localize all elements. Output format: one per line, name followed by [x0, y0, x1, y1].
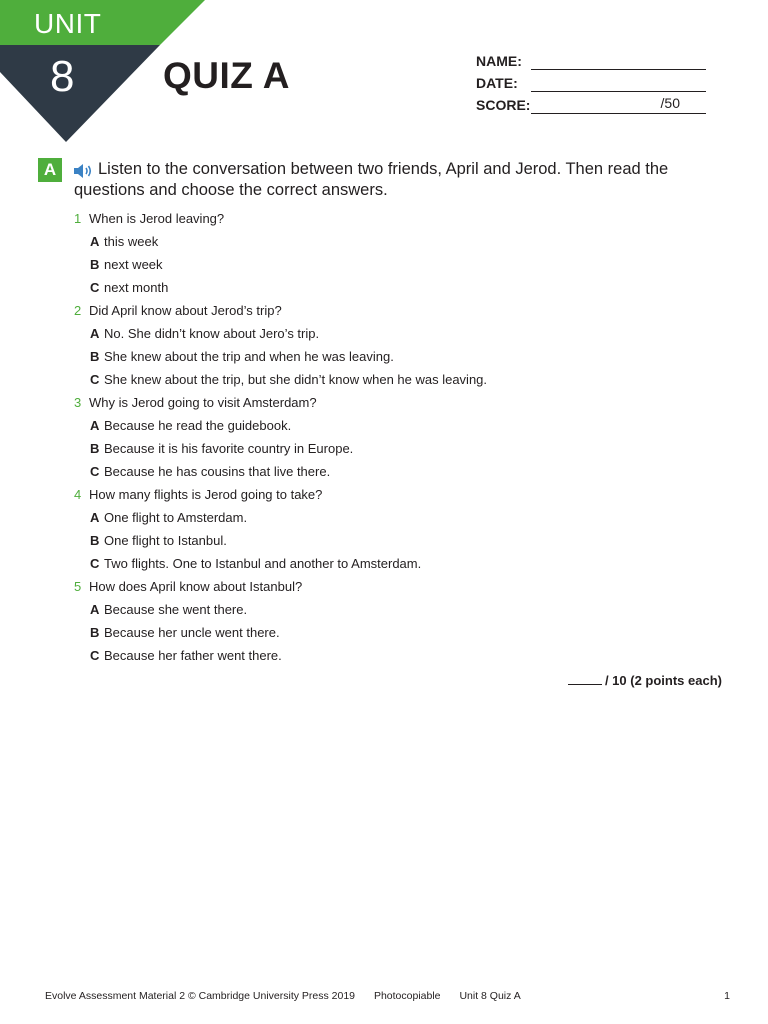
option-text: Two flights. One to Istanbul and another to Amsterdam. — [104, 556, 422, 571]
answer-option[interactable] — [74, 255, 734, 278]
score-max: /50 — [660, 95, 680, 111]
option-text: next month — [104, 280, 169, 295]
question-4 — [74, 485, 734, 508]
question-number: 3 — [74, 395, 82, 410]
points-text: / 10 (2 points each) — [604, 673, 722, 688]
footer-photocopiable: Photocopiable — [373, 990, 441, 1002]
option-letter: C — [90, 556, 100, 571]
question-number: 4 — [74, 487, 82, 502]
section-letter: A — [38, 158, 62, 182]
question-number: 5 — [74, 579, 82, 594]
score-row — [476, 96, 706, 118]
option-text: next week — [104, 257, 163, 272]
answer-option[interactable] — [74, 416, 734, 439]
answer-option[interactable] — [74, 531, 734, 554]
question-text: How does April know about Istanbul? — [89, 579, 303, 594]
option-letter: B — [90, 625, 100, 640]
option-text: Because she went there. — [104, 602, 248, 617]
option-text: Because he read the guidebook. — [104, 418, 292, 433]
date-row — [476, 74, 706, 96]
answer-option[interactable] — [74, 462, 734, 485]
question-number: 2 — [74, 303, 82, 318]
points-summary — [568, 673, 722, 688]
option-letter: A — [90, 602, 100, 617]
question-text: When is Jerod leaving? — [89, 211, 225, 226]
quiz-title: QUIZ A — [163, 55, 291, 96]
option-letter: C — [90, 648, 100, 663]
answer-option[interactable] — [74, 232, 734, 255]
question-1 — [74, 209, 734, 232]
student-info — [476, 52, 706, 118]
question-list — [74, 209, 734, 669]
answer-option[interactable] — [74, 508, 734, 531]
question-text: Why is Jerod going to visit Amsterdam? — [89, 395, 317, 410]
question-3 — [74, 393, 734, 416]
question-5 — [74, 577, 734, 600]
option-text: No. She didn’t know about Jero’s trip. — [104, 326, 320, 341]
option-text: Because it is his favorite country in Europe. — [104, 441, 354, 456]
option-letter: C — [90, 280, 100, 295]
option-text: One flight to Amsterdam. — [104, 510, 248, 525]
option-text: One flight to Istanbul. — [104, 533, 227, 548]
answer-option[interactable] — [74, 370, 734, 393]
option-text: Because her uncle went there. — [104, 625, 280, 640]
question-text: How many flights is Jerod going to take? — [89, 487, 323, 502]
option-letter: A — [90, 510, 100, 525]
option-letter: B — [90, 533, 100, 548]
unit-label: UNIT — [34, 8, 102, 39]
question-2 — [74, 301, 734, 324]
footer — [45, 990, 730, 1002]
option-text: Because her father went there. — [104, 648, 282, 663]
option-letter: C — [90, 372, 100, 387]
option-text: She knew about the trip, but she didn’t know when he was leaving. — [104, 372, 488, 387]
answer-option[interactable] — [74, 347, 734, 370]
answer-option[interactable] — [74, 600, 734, 623]
page-number: 1 — [724, 990, 730, 1002]
name-field-line[interactable] — [531, 69, 706, 70]
answer-option[interactable] — [74, 646, 734, 669]
option-letter: A — [90, 418, 100, 433]
question-number: 1 — [74, 211, 82, 226]
option-text: She knew about the trip and when he was leaving. — [104, 349, 394, 364]
score-field-line[interactable] — [531, 113, 706, 114]
option-letter: B — [90, 349, 100, 364]
footer-copyright: Evolve Assessment Material 2 © Cambridge University Press 2019 — [45, 990, 356, 1002]
points-blank[interactable] — [568, 684, 602, 685]
option-letter: C — [90, 464, 100, 479]
option-text: this week — [104, 234, 159, 249]
answer-option[interactable] — [74, 623, 734, 646]
answer-option[interactable] — [74, 324, 734, 347]
date-label: DATE: — [476, 75, 518, 91]
option-letter: A — [90, 234, 100, 249]
name-row — [476, 52, 706, 74]
option-letter: A — [90, 326, 100, 341]
answer-option[interactable] — [74, 278, 734, 301]
score-label: SCORE: — [476, 97, 531, 113]
option-text: Because he has cousins that live there. — [104, 464, 331, 479]
answer-option[interactable] — [74, 554, 734, 577]
date-field-line[interactable] — [531, 91, 706, 92]
footer-quiz-ref: Unit 8 Quiz A — [459, 990, 521, 1002]
option-letter: B — [90, 257, 100, 272]
question-text: Did April know about Jerod’s trip? — [89, 303, 282, 318]
section-instructions: Listen to the conversation between two friends, April and Jerod. Then read the questions and choose the correct answers. — [74, 160, 669, 199]
unit-number: 8 — [50, 52, 75, 101]
option-letter: B — [90, 441, 100, 456]
name-label: NAME: — [476, 53, 522, 69]
answer-option[interactable] — [74, 439, 734, 462]
